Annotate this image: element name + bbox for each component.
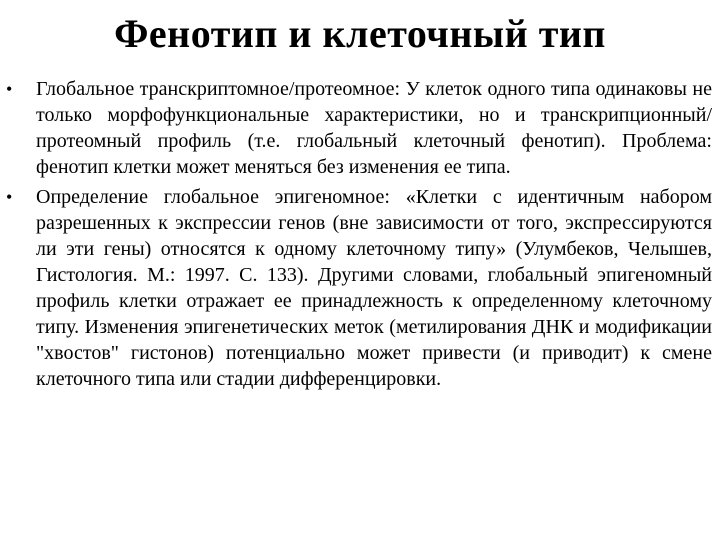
bullet-item-transcriptome [0, 76, 720, 180]
bullet-list [0, 76, 720, 396]
bullet-dot-icon: • [6, 187, 13, 207]
bullet-item-epigenome [0, 184, 720, 392]
slide-title: Фенотип и клеточный тип [114, 11, 606, 56]
bullet-text: Глобальное транскриптомное/протеомное: У клеток одного типа одинаковы не только морфофункциональные характеристики, но и транскрипционный/протеомный профиль (т.е. глобальный клеточный фенотип). Проблема: фенотип клетки может меняться без изменения ее типа. [36, 78, 712, 178]
bullet-dot-icon: • [6, 79, 13, 99]
bullet-text: Определение глобальное эпигеномное: «Клетки с идентичным набором разрешенных к экспрессии генов (вне зависимости от того, экспрессируются ли эти гены) относятся к одному клеточному типу» (Улумбеков, Челышев, Гистология. М.: 1997. С. 133). Другими словами, глобальный эпигеномный профиль клетки отражает ее принадлежность к определенному клеточному типу. Изменения эпигенетических меток (метилирования ДНК и модификации "хвостов" гистонов) потенциально может привести (и приводит) к смене клеточного типа или стадии дифференцировки. [36, 186, 712, 390]
